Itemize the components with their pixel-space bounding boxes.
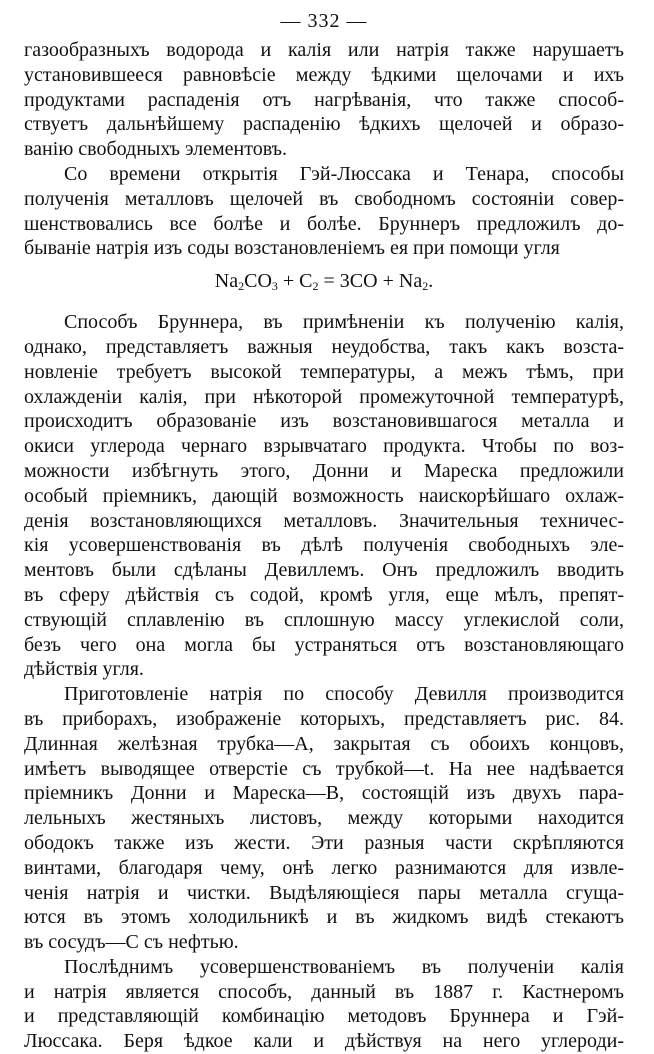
text-line: Люссака. Беря ѣдкое кали и дѣйствуя на него углероди- xyxy=(24,1030,624,1053)
text-line: окиси углерода чернаго взрывчатаго продукта. Чтобы по воз- xyxy=(24,435,624,458)
text-line: бываніе натрія изъ соды возстановленіемъ ея при помощи угля xyxy=(24,237,560,260)
text-line: дѣйствія угля. xyxy=(24,658,144,681)
text-line: происходитъ образованіе изъ возстановившагося металла и xyxy=(24,410,624,433)
paragraph xyxy=(24,38,624,162)
text-line: Послѣднимъ усовершенствованіемъ въ полученіи калія xyxy=(64,955,624,978)
text-line: пріемникъ Донни и Мареска—B, состоящій изъ двухъ пара- xyxy=(24,782,624,805)
text-line: и натрія является способъ, данный въ 1887 г. Кастнеромъ xyxy=(24,980,624,1003)
text-line: въ сосудъ—C съ нефтью. xyxy=(24,931,239,954)
text-line: денія возстановляющихся металловъ. Значительныя техничес- xyxy=(24,509,624,532)
text-line: Длинная желѣзная трубка—A, закрытая съ обоихъ концовъ, xyxy=(24,732,624,755)
formula-subscript: 2 xyxy=(312,279,319,294)
formula-part: . xyxy=(428,270,434,293)
text-line: въ сферу дѣйствія съ содой, кромѣ угля, еще мѣлъ, препят- xyxy=(24,583,624,606)
text-line: и представляющій комбинацію методовъ Бруннера и Гэй- xyxy=(24,1005,624,1028)
text-line: ободокъ также изъ жести. Эти разныя части скрѣпляются xyxy=(24,831,624,854)
text-line: кія усовершенствованія въ дѣлѣ полученія свободныхъ эле- xyxy=(24,534,624,557)
formula-part: + C xyxy=(277,270,313,293)
formula-part: = 3CO + Na xyxy=(318,270,423,293)
text-line: ются въ этомъ холодильникѣ и въ жидкомъ видѣ стекаютъ xyxy=(24,906,624,929)
text-line: новленіе требуетъ высокой температуры, а межъ тѣмъ, при xyxy=(24,360,624,383)
book-page xyxy=(24,8,624,1054)
text-line: установившееся равновѣсіе между ѣдкими щелочами и ихъ xyxy=(24,63,624,86)
formula-subscript: 2 xyxy=(422,279,429,294)
text-block-after-formula xyxy=(24,310,624,1054)
text-line: ствующій сплавленію въ сплошную массу углекислой соли, xyxy=(24,608,624,631)
text-line: полученія металловъ щелочей въ свободномъ состояніи совер- xyxy=(24,187,624,210)
text-line: можности избѣгнуть этого, Донни и Марескa предложили xyxy=(24,459,624,482)
text-line: Со времени открытія Гэй-Люссака и Тенара, способы xyxy=(64,162,624,185)
text-line: ванію свободныхъ элементовъ. xyxy=(24,138,288,161)
paragraph xyxy=(24,162,624,261)
formula-subscript: 3 xyxy=(271,279,278,294)
text-block-before-formula xyxy=(24,38,624,261)
text-line: ченія натрія и чистки. Выдѣляющіеся пары металла сгуща- xyxy=(24,881,624,904)
text-line: продуктами распаденія отъ нагрѣванія, что также способ- xyxy=(24,88,624,111)
text-line: винтами, благодаря чему, онѣ легко разнимаются для извле- xyxy=(24,856,624,879)
text-line: безъ чего она могла бы устраняться отъ возстановляющаго xyxy=(24,633,624,656)
paragraph xyxy=(24,682,624,955)
text-line: шенствовались все болѣе и болѣе. Бруннеръ предложилъ до- xyxy=(24,212,624,235)
text-line: ствуетъ дальнѣйшему распаденію ѣдкихъ щелочей и образо- xyxy=(24,113,624,136)
text-line: Приготовленіе натрія по способу Девилля производится xyxy=(64,683,624,706)
page-number: — 332 — xyxy=(280,10,368,32)
chemical-equation xyxy=(24,267,624,300)
text-line: охлажденіи калія, при нѣкоторой промежуточной температурѣ, xyxy=(24,385,624,408)
text-line: особый пріемникъ, дающій возможность наискорѣйшаго охлаж- xyxy=(24,484,624,507)
formula-part: CO xyxy=(244,270,272,293)
text-line: лельныхъ жестяныхъ листовъ, между которыми находится xyxy=(24,807,624,830)
text-line: однако, представляетъ важныя неудобства, такъ какъ возста- xyxy=(24,335,624,358)
paragraph xyxy=(24,310,624,682)
formula-part: Na xyxy=(214,270,239,293)
formula-subscript: 2 xyxy=(238,279,245,294)
text-line: газообразныхъ водорода и калія или натрія также нарушаетъ xyxy=(24,39,624,61)
text-line: имѣетъ выводящее отверстіе съ трубкой—t. На нее надѣвается xyxy=(24,757,624,780)
paragraph xyxy=(24,955,624,1054)
text-line: въ приборахъ, изображеніе которыхъ, представляетъ рис. 84. xyxy=(24,707,624,730)
text-line: Способъ Бруннера, въ примѣненіи къ полученію калія, xyxy=(64,311,624,334)
text-line: ментовъ были сдѣланы Девиллемъ. Онъ предложилъ вводить xyxy=(24,559,624,582)
